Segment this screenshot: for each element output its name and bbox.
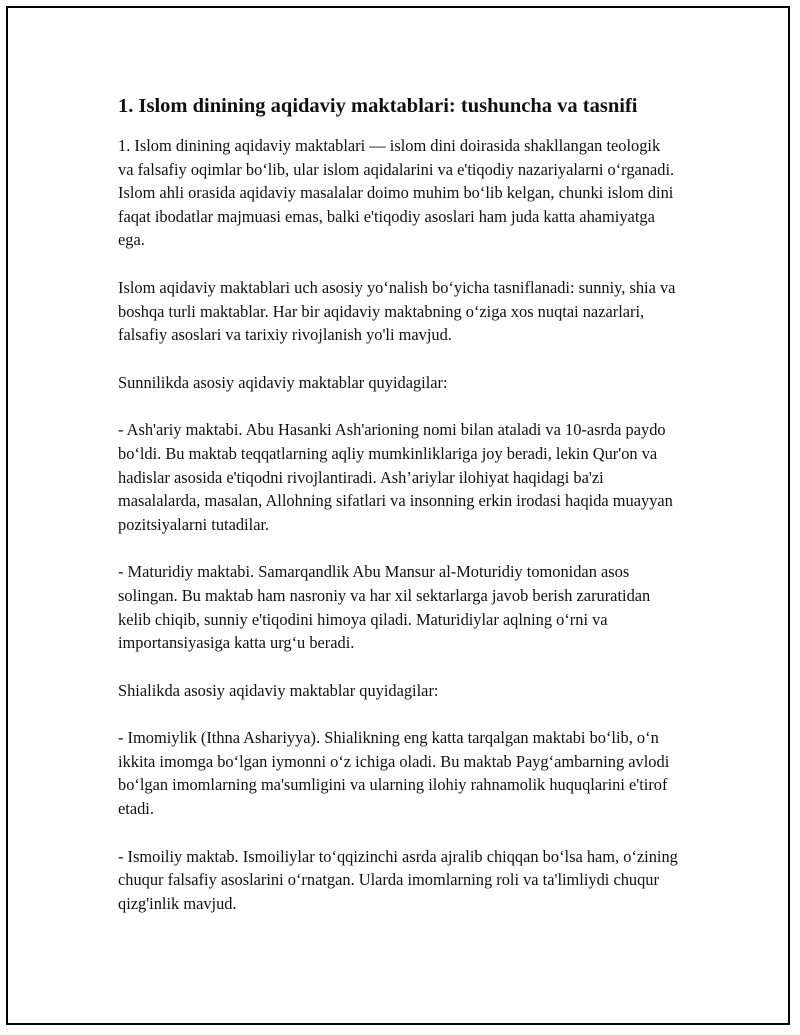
document-title: 1. Islom dinining aqidaviy maktablari: tushuncha va tasnifi: [118, 95, 638, 117]
paragraph-maturidi: - Maturidiy maktabi. Samarqandlik Abu Mansur al-Moturidiy tomonidan asos solingan. Bu maktab ham nasroniy va har xil sektarlarga javob berish zaruratidan kelib chiqib, sunniy e'tiqodini himoya qiladi. Maturidiylar aqlning o‘rni va importansiyasiga katta urg‘u beradi.: [118, 562, 651, 653]
paragraph-shia-heading: Shialikda asosiy aqidaviy maktablar quyidagilar:: [118, 680, 439, 700]
paragraph-intro: 1. Islom dinining aqidaviy maktablari — islom dini doirasida shakllangan teologik va falsafiy oqimlar bo‘lib, ular islom aqidalarini va e'tiqodiy nazariyalarni o‘rganadi. Islom ahli orasida aqidaviy masalalar doimo muhim bo‘lib kelgan, chunki islom dini faqat ibodatlar majmuasi emas, balki e'tiqodiy asoslari ham juda katta ahamiyatga ega.: [118, 136, 675, 250]
paragraph-ashari: - Ash'ariy maktabi. Abu Hasanki Ash'arioning nomi bilan ataladi va 10-asrda paydo bo‘ldi. Bu maktab teqqatlarning aqliy mumkinliklariga joy beradi, lekin Qur'on va hadislar asosida e'tiqodni rivojlantiradi. Ash’ariylar ilohiyat haqidagi ba'zi masalalarda, masalan, Allohning sifatlari va insonning erkin irodasi haqida muayyan pozitsiyalarni tutadilar.: [118, 420, 673, 534]
paragraph-ismaili: - Ismoiliy maktab. Ismoiliylar to‘qqizinchi asrda ajralib chiqqan bo‘lsa ham, o‘zining chuqur falsafiy asoslarini o‘rnatgan. Ularda imomlarning roli va ta'limliydi chuqur qizg'inlik mavjud.: [118, 846, 678, 913]
document-body: [118, 92, 678, 939]
paragraph-imamiyya: - Imomiylik (Ithna Ashariyya). Shialikning eng katta tarqalgan maktabi bo‘lib, o‘n ikkita imomga bo‘lgan iymonni o‘z ichiga oladi. Bu maktab Payg‘ambarning avlodi bo‘lgan imomlarning ma'sumligini va ularning ilohiy rahnamolik huquqlarini e'tirof etadi.: [118, 728, 670, 819]
paragraph-classification: Islom aqidaviy maktablari uch asosiy yo‘nalish bo‘yicha tasniflanadi: sunniy, shia va boshqa turli maktablar. Har bir aqidaviy maktabning o‘ziga xos nuqtai nazarlari, falsafiy asoslari va tarixiy rivojlanish yo'li mavjud.: [118, 277, 676, 345]
paragraph-sunni-heading: Sunnilikda asosiy aqidaviy maktablar quyidagilar:: [118, 372, 448, 392]
